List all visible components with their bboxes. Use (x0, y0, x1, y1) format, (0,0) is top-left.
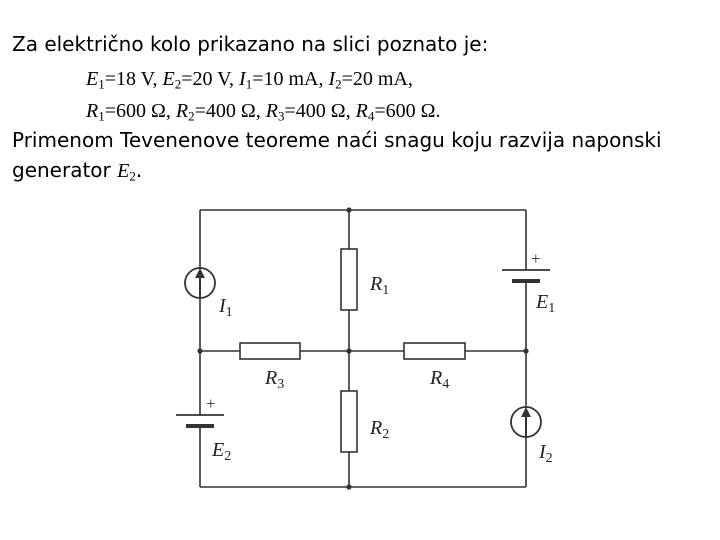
junction-top (346, 207, 351, 212)
plus-sign-E1: + (531, 249, 541, 268)
resistor-R2 (341, 391, 357, 452)
label-I1: $I_1$ (219, 295, 233, 320)
label-I2: $I_2$ (539, 441, 553, 466)
given-R2: $R_2=400$ Ω, (175, 100, 266, 124)
label-E1: $E_1$ (536, 291, 556, 316)
resistor-R4 (404, 343, 465, 359)
given-R1: $R_1=600$ Ω, (86, 100, 176, 124)
given-E1: $E_1=18$ V, (86, 68, 163, 92)
label-R2: $R_2$ (370, 417, 390, 442)
junction-right (523, 348, 528, 353)
resistor-R1 (341, 249, 357, 310)
label-R1: $R_1$ (370, 273, 390, 298)
current-source-I2 (511, 407, 541, 437)
given-I1: $I_1=10$ mA, (239, 68, 329, 92)
task-text-end: generator $E_2$. (12, 158, 143, 184)
given-R3: $R_3=400$ Ω, (265, 100, 356, 124)
resistor-R3 (240, 343, 300, 359)
label-R4: $R_4$ (430, 367, 450, 392)
task-text: Primenom Tevenenove teoreme naći snagu koju razvija naponski (12, 128, 662, 152)
label-R3: $R_3$ (265, 367, 285, 392)
given-R4: $R_4=600$ Ω. (355, 100, 441, 124)
current-source-I1 (185, 268, 215, 298)
label-E2: $E_2$ (212, 439, 232, 464)
given-I2: $I_2=20$ mA, (328, 68, 413, 92)
junction-bottom (346, 484, 351, 489)
junction-left (197, 348, 202, 353)
plus-sign-E2: + (206, 394, 216, 413)
junction-center (346, 348, 351, 353)
given-E2: $E_2=20$ V, (162, 68, 240, 92)
problem-intro: Za električno kolo prikazano na slici poznato je: (12, 32, 489, 56)
